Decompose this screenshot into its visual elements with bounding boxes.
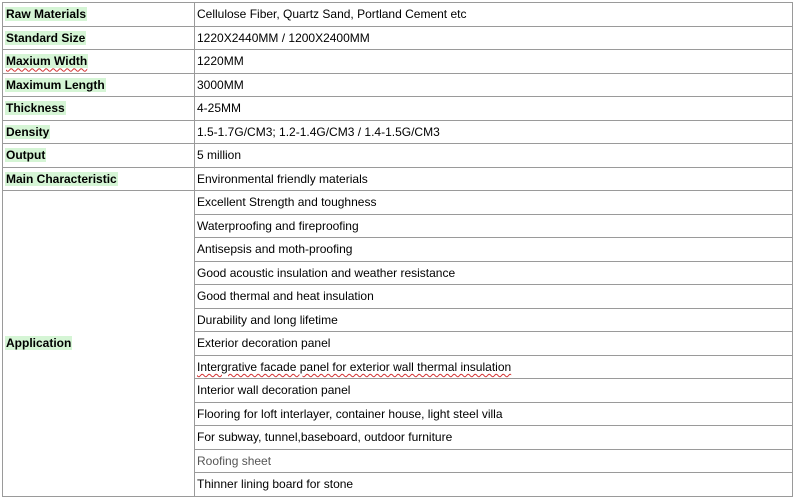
application-item: Exterior decoration panel <box>197 336 331 351</box>
row-value: 3000MM <box>197 77 244 92</box>
row-value: 1.5-1.7G/CM3; 1.2-1.4G/CM3 / 1.4-1.5G/CM3 <box>197 124 440 139</box>
table-row <box>3 120 793 144</box>
row-value-cell <box>195 167 793 191</box>
application-item-cell <box>195 379 793 403</box>
application-item: Antisepsis and moth-proofing <box>197 242 353 257</box>
row-label: Thickness <box>6 101 65 116</box>
row-value: 1220MM <box>197 54 244 69</box>
row-label-cell <box>3 120 195 144</box>
row-value-cell <box>195 73 793 97</box>
row-label: Standard Size <box>6 30 86 45</box>
table-row <box>3 50 793 74</box>
application-item: Roofing sheet <box>197 453 272 468</box>
row-value: 4-25MM <box>197 101 242 116</box>
row-value: 1220X2440MM / 1200X2400MM <box>197 30 370 45</box>
table-row <box>3 97 793 121</box>
row-label: Maximum Length <box>6 77 105 92</box>
application-item-cell <box>195 261 793 285</box>
application-item-cell <box>195 191 793 215</box>
spec-table <box>2 2 793 497</box>
application-label-cell <box>3 191 195 497</box>
table-row <box>3 144 793 168</box>
row-value-cell <box>195 50 793 74</box>
table-row <box>3 73 793 97</box>
application-item: Waterproofing and fireproofing <box>197 218 359 233</box>
row-value-cell <box>195 26 793 50</box>
application-item-cell <box>195 473 793 497</box>
application-item: Interior wall decoration panel <box>197 383 351 398</box>
application-item-cell <box>195 355 793 379</box>
row-label-cell <box>3 144 195 168</box>
row-value-cell <box>195 144 793 168</box>
row-label-cell <box>3 26 195 50</box>
row-value-cell <box>195 97 793 121</box>
application-item: Excellent Strength and toughness <box>197 195 377 210</box>
table-row <box>3 3 793 27</box>
row-label-cell <box>3 3 195 27</box>
application-item-cell <box>195 238 793 262</box>
application-item: Intergrative facade panel for exterior wall thermal insulation <box>197 359 512 374</box>
row-value: Environmental friendly materials <box>197 171 368 186</box>
row-value-cell <box>195 3 793 27</box>
row-label: Maxium Width <box>6 54 88 69</box>
application-item: Durability and long lifetime <box>197 312 338 327</box>
row-label: Density <box>6 124 50 139</box>
row-label: Output <box>6 148 46 163</box>
application-label: Application <box>6 336 72 351</box>
application-item: Thinner lining board for stone <box>197 477 354 492</box>
application-item-cell <box>195 449 793 473</box>
spec-table-container <box>2 2 793 497</box>
row-label: Raw Materials <box>6 7 87 22</box>
application-item: For subway, tunnel,baseboard, outdoor furniture <box>197 430 453 445</box>
application-item-cell <box>195 402 793 426</box>
table-row <box>3 26 793 50</box>
application-item-cell <box>195 332 793 356</box>
application-item: Good thermal and heat insulation <box>197 289 374 304</box>
application-item: Good acoustic insulation and weather resistance <box>197 265 456 280</box>
application-item-cell <box>195 214 793 238</box>
application-item: Flooring for loft interlayer, container house, light steel villa <box>197 406 503 421</box>
row-value-cell <box>195 120 793 144</box>
row-label-cell <box>3 97 195 121</box>
row-value: Cellulose Fiber, Quartz Sand, Portland Cement etc <box>197 7 467 22</box>
row-label-cell <box>3 167 195 191</box>
table-row <box>3 191 793 215</box>
row-label: Main Characteristic <box>6 171 117 186</box>
row-label-cell <box>3 50 195 74</box>
row-value: 5 million <box>197 148 242 163</box>
application-item-cell <box>195 285 793 309</box>
application-item-cell <box>195 426 793 450</box>
application-item-cell <box>195 308 793 332</box>
row-label-cell <box>3 73 195 97</box>
table-row <box>3 167 793 191</box>
